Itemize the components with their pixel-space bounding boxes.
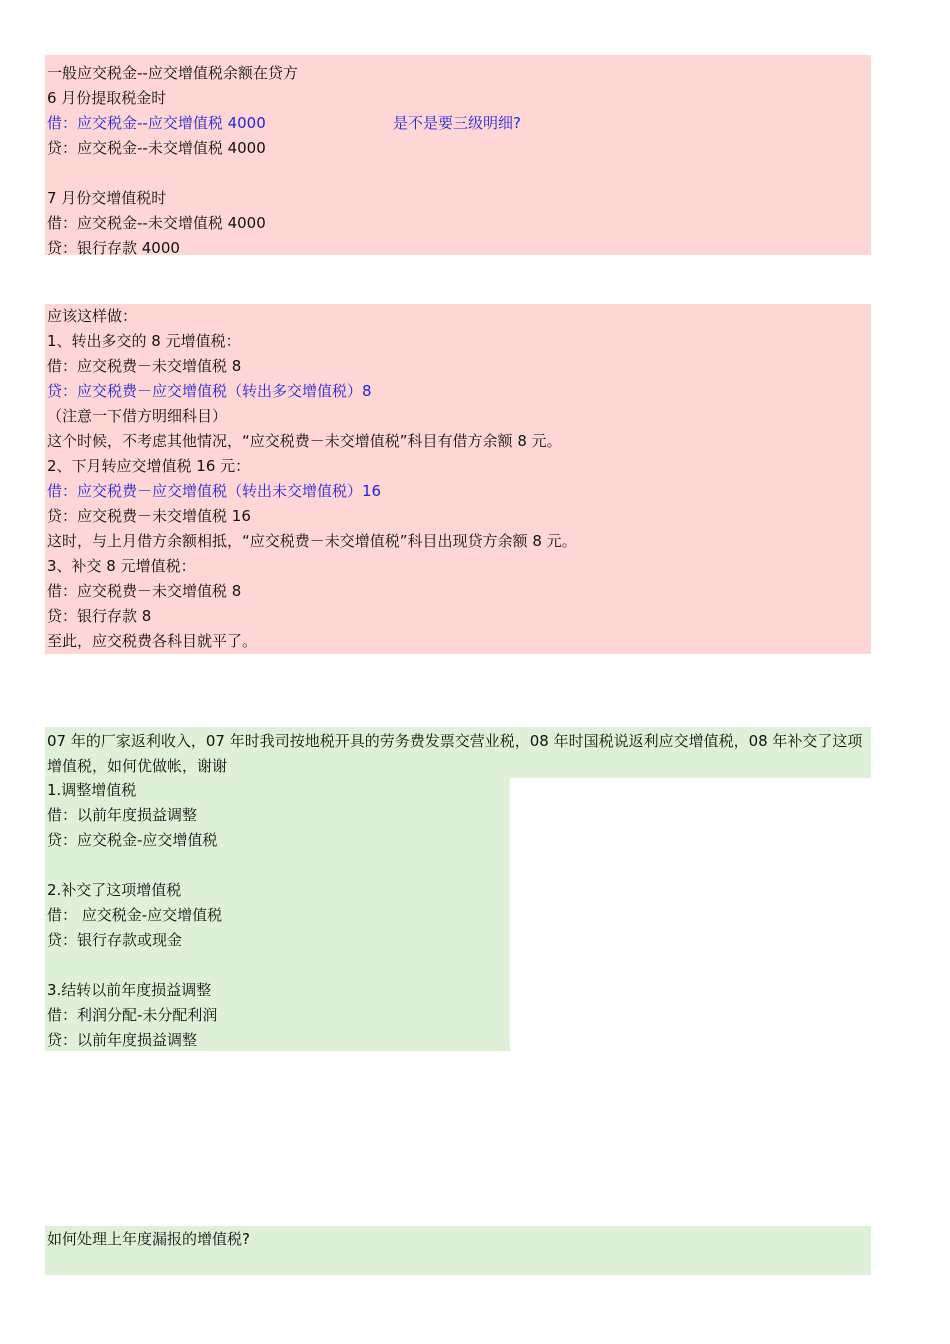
text-line: 贷：应交税金--未交增值税 4000 — [47, 139, 266, 157]
question-text: 如何处理上年度漏报的增值税? — [47, 1230, 250, 1248]
text-line: 2.补交了这项增值税 — [47, 881, 182, 899]
answer-block-3 — [45, 778, 510, 1051]
question-text: 07 年的厂家返利收入，07 年时我司按地税开具的劳务费发票交营业税，08 年时国税说返利应交增值税，08 年补交了这项增值税，如何优做帐，谢谢 — [47, 732, 863, 775]
text-line — [45, 953, 510, 978]
text-line: 3.结转以前年度损益调整 — [47, 981, 212, 999]
text-line: 1.调整增值税 — [47, 781, 137, 799]
text-line: 贷：银行存款 4000 — [47, 239, 180, 257]
text-line — [45, 111, 871, 136]
text-line: 这时，与上月借方余额相抵，“应交税费－未交增值税”科目出现贷方余额 8 元。 — [47, 532, 577, 550]
text-line: 一般应交税金--应交增值税余额在贷方 — [47, 64, 298, 82]
question-note: 是不是要三级明细? — [393, 114, 521, 132]
entry-block-2 — [45, 304, 871, 654]
text-line: 贷：以前年度损益调整 — [47, 1031, 198, 1049]
text-line: 贷：应交税费－应交增值税（转出多交增值税）8 — [47, 382, 372, 400]
question-block-4 — [45, 1226, 871, 1275]
text-line: 贷：应交税费－未交增值税 16 — [47, 507, 251, 525]
text-line — [45, 161, 871, 186]
entry-block-1 — [45, 55, 871, 255]
text-line: 借：利润分配-未分配利润 — [47, 1006, 218, 1024]
text-line: 这个时候，不考虑其他情况，“应交税费－未交增值税”科目有借方余额 8 元。 — [47, 432, 562, 450]
text-line: 至此，应交税费各科目就平了。 — [47, 632, 258, 650]
text-line: 贷：银行存款 8 — [47, 607, 152, 625]
text-line: 借：应交税费－应交增值税（转出未交增值税）16 — [47, 482, 382, 500]
text-line: 应该这样做： — [47, 307, 138, 325]
text-line: 2、下月转应交增值税 16 元： — [47, 457, 251, 475]
text-line: 借：应交税金--未交增值税 4000 — [47, 214, 266, 232]
text-line: 贷：应交税金-应交增值税 — [47, 831, 218, 849]
debit-line: 借：应交税金--应交增值税 4000 — [47, 114, 266, 132]
text-line: 贷：银行存款或现金 — [47, 931, 183, 949]
question-block-3 — [45, 727, 871, 778]
text-line: 7 月份交增值税时 — [47, 189, 167, 207]
text-line: 3、补交 8 元增值税： — [47, 557, 196, 575]
text-line: 借： 应交税金-应交增值税 — [47, 906, 223, 924]
text-line: 借：以前年度损益调整 — [47, 806, 198, 824]
text-line — [45, 853, 510, 878]
text-line: 1、转出多交的 8 元增值税： — [47, 332, 241, 350]
text-line: 6 月份提取税金时 — [47, 89, 167, 107]
text-line: （注意一下借方明细科目） — [47, 407, 228, 425]
text-line: 借：应交税费－未交增值税 8 — [47, 582, 242, 600]
text-line: 借：应交税费－未交增值税 8 — [47, 357, 242, 375]
